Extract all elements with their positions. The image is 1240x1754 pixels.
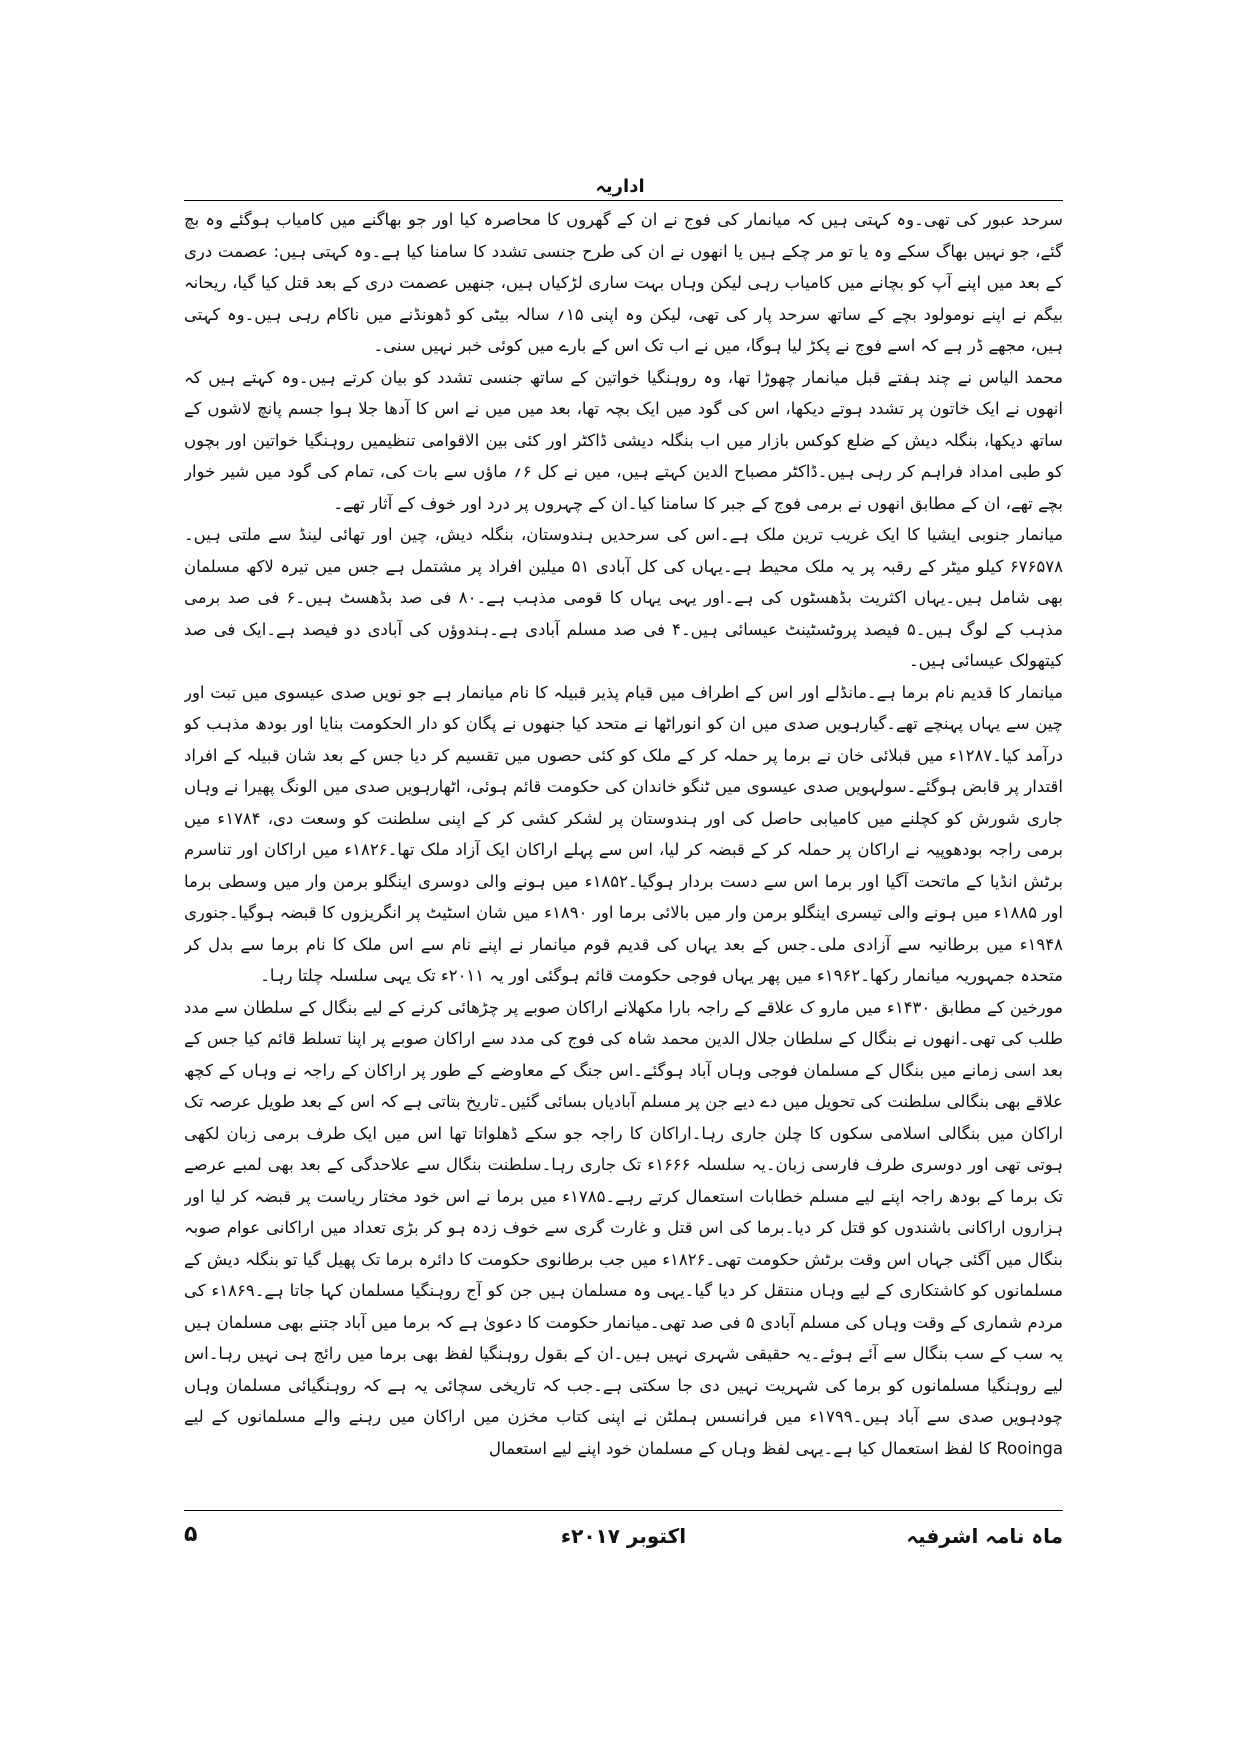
- footer-divider: [184, 1510, 1063, 1511]
- section-title: اداریہ: [595, 176, 645, 197]
- article-paragraph: سرحد عبور کی تھی۔وہ کہتی ہیں کہ میانمار کی فوج نے ان کے گھروں کا محاصرہ کیا اور جو بھاگنے میں کامیاب ہوگئے وہ بچ گئے، جو نہیں بھاگ سکے وہ یا تو مر چکے ہیں یا انھوں نے ان کی طرح جنسی تشدد کا سامنا کیا ہے۔وہ کہتی ہیں: عصمت دری کے بعد میں اپنے آپ کو بچانے میں کامیاب رہی لیکن وہاں بہت ساری لڑکیاں ہیں، جنھیں عصمت دری کے بعد قتل کیا گیا، ریحانہ بیگم نے اپنے نومولود بچے کے ساتھ سرحد پار کی تھی، لیکن وہ اپنی ۱۵؍ سالہ بیٹی کو ڈھونڈنے میں ناکام رہی ہیں۔وہ کہتی ہیں، مجھے ڈر ہے کہ اسے فوج نے پکڑ لیا ہوگا، میں نے اب تک اس کے بارے میں کوئی خبر نہیں سنی۔: [184, 210, 1063, 355]
- article-body: [184, 204, 1063, 1508]
- article-paragraph: مورخین کے مطابق ۱۴۳۰ء میں مارو ک علاقے کے راجہ بارا مکھلانے اراکان صوبے پر چڑھائی کرنے کے لیے بنگال کے سلطان سے مدد طلب کی تھی۔انھوں نے بنگال کے سلطان جلال الدین محمد شاہ کی فوج کی مدد سے اراکان صوبے پر اپنا تسلط قائم کیا جس کے بعد اسی زمانے میں بنگال کے مسلمان فوجی وہاں آباد ہوگئے۔اس جنگ کے معاوضے کے طور پر اراکان کے راجہ نے وہاں کے کچھ علاقے بھی بنگالی سلطنت کی تحویل میں دے دیے جن پر مسلم آبادیاں بسائی گئیں۔تاریخ بتاتی ہے کہ اس کے بعد طویل عرصہ تک اراکان میں بنگالی اسلامی سکوں کا چلن جاری رہا۔اراکان کا راجہ جو سکے ڈھلواتا تھا اس میں ایک طرف برمی زبان لکھی ہوتی تھی اور دوسری طرف فارسی زبان۔یہ سلسلہ ۱۶۶۶ء تک جاری رہا۔سلطنت بنگال سے علاحدگی کے بعد بھی لمبے عرصے تک برما کے بودھ راجہ اپنے لیے مسلم خطابات استعمال کرتے رہے۔۱۷۸۵ء میں برما نے اس خود مختار ریاست پر قبضہ کر لیا اور ہزاروں اراکانی باشندوں کو قتل کر دیا۔برما کی اس قتل و غارت گری سے خوف زدہ ہو کر بڑی تعداد میں اراکانی عوام صوبہ بنگال میں آگئی جہاں اس وقت برٹش حکومت تھی۔۱۸۲۶ء میں جب برطانوی حکومت کا دائرہ برما تک پھیل گیا تو بنگلہ دیش کے مسلمانوں کو کاشتکاری کے لیے وہاں منتقل کر دیا گیا۔یہی وہ مسلمان ہیں جن کو آج روہنگیا مسلمان کہا جاتا ہے۔۱۸۶۹ء کی مردم شماری کے وقت وہاں کی مسلم آبادی ۵ فی صد تھی۔میانمار حکومت کا دعویٰ ہے کہ برما میں آباد جتنے بھی مسلمان ہیں یہ سب کے سب بنگال سے آئے ہوئے۔یہ حقیقی شہری نہیں ہیں۔ان کے بقول روہنگیا لفظ بھی برما میں رائج ہی نہیں رہا۔اس لیے روہنگیا مسلمانوں کو برما کی شہریت نہیں دی جا سکتی ہے۔جب کہ تاریخی سچائی یہ ہے کہ روہنگیائی مسلمان وہاں چودہویں صدی سے آباد ہیں۔۱۷۹۹ء میں فرانسس ہملٹن نے اپنی کتاب مخزن میں اراکان میں رہنے والے مسلمانوں کے لیے Rooinga کا لفظ استعمال کیا ہے۔یہی لفظ وہاں کے مسلمان خود اپنے لیے استعمال: [184, 997, 1063, 1458]
- header-divider: [184, 200, 1063, 201]
- article-paragraph: محمد الیاس نے چند ہفتے قبل میانمار چھوڑا تھا، وہ روہنگیا خواتین کے ساتھ جنسی تشدد کو بیان کرتے ہیں۔وہ کہتے ہیں کہ انھوں نے ایک خاتون پر تشدد ہوتے دیکھا، اس کی گود میں ایک بچہ تھا، بعد میں میں نے اس کا آدھا جلا ہوا جسم پانچ لاشوں کے ساتھ دیکھا، بنگلہ دیش کے ضلع کوکس بازار میں اب بنگلہ دیشی ڈاکٹر اور کئی بین الاقوامی تنظیمیں روہنگیا خواتین اور بچوں کو طبی امداد فراہم کر رہی ہیں۔ڈاکٹر مصباح الدین کہتے ہیں، میں نے کل ۶؍ ماؤں سے بات کی، تمام کی گود میں شیر خوار بچے تھے، ان کے مطابق انھوں نے برمی فوج کے جبر کا سامنا کیا۔ان کے چہروں پر درد اور خوف کے آثار تھے۔: [184, 367, 1063, 513]
- article-paragraph: میانمار جنوبی ایشیا کا ایک غریب ترین ملک ہے۔اس کی سرحدیں ہندوستان، بنگلہ دیش، چین اور تھائی لینڈ سے ملتی ہیں۔۶۷۶۵۷۸ کیلو میٹر کے رقبہ پر یہ ملک محیط ہے۔یہاں کی کل آبادی ۵۱ میلین افراد پر مشتمل ہے جس میں تیرہ لاکھ مسلمان بھی شامل ہیں۔یہاں اکثریت بڈھسٹوں کی ہے۔اور یہی یہاں کا قومی مذہب ہے۔۸۰ فی صد بڈھسٹ ہیں۔۶ فی صد برمی مذہب کے لوگ ہیں۔۵ فیصد پروٹسٹینٹ عیسائی ہیں۔۴ فی صد مسلم آبادی ہے۔ہندوؤں کی آبادی دو فیصد ہے۔ایک فی صد کیتھولک عیسائی ہیں۔: [184, 525, 1063, 670]
- issue-date: اکتوبر ۲۰۱۷ء: [560, 1524, 687, 1548]
- page-number: ۵: [184, 1522, 198, 1547]
- page-footer: [184, 1522, 1063, 1562]
- article-paragraph: میانمار کا قدیم نام برما ہے۔مانڈلے اور اس کے اطراف میں قیام پذیر قبیلہ کا نام میانمار ہے جو نویں صدی عیسوی میں تبت اور چین سے یہاں پہنچے تھے۔گیارہویں صدی میں ان کو انوراٹھا نے متحد کیا جنھوں نے پگان کو دار الحکومت بنایا اور بودھ مذہب کو درآمد کیا۔۱۲۸۷ء میں قبلائی خان نے برما پر حملہ کر کے ملک کو کئی حصوں میں تقسیم کر دیا جس کے بعد شان قبیلہ کے افراد اقتدار پر قابض ہوگئے۔سولہویں صدی عیسوی میں ٹنگو خاندان کی حکومت قائم ہوئی، اٹھارہویں صدی میں الونگ پھیرا نے وہاں جاری شورش کو کچلنے میں کامیابی حاصل کی اور ہندوستان پر لشکر کشی کر کے اپنی سلطنت کو وسعت دی، ۱۷۸۴ء میں برمی راجہ بودھوپیہ نے اراکان پر حملہ کر کے قبضہ کر لیا، اس سے پہلے اراکان ایک آزاد ملک تھا۔۱۸۲۶ء میں اراکان اور تناسرم برٹش انڈیا کے ماتحت آگیا اور برما اس سے دست بردار ہوگیا۔۱۸۵۲ء میں ہونے والی دوسری اینگلو برمن وار میں وسطی برما اور ۱۸۸۵ء میں ہونے والی تیسری اینگلو برمن وار میں بالائی برما اور ۱۸۹۰ء میں شان اسٹیٹ پر انگریزوں کا قبضہ ہوگیا۔جنوری ۱۹۴۸ء میں برطانیہ سے آزادی ملی۔جس کے بعد یہاں کی قدیم قوم میانمار نے اپنے نام سے اس ملک کا نام برما سے بدل کر متحدہ جمہوریہ میانمار رکھا۔۱۹۶۲ء میں پھر یہاں فوجی حکومت قائم ہوگئی اور یہ ۲۰۱۱ء تک یہی سلسلہ چلتا رہا۔: [184, 682, 1063, 985]
- magazine-name: ماہ نامہ اشرفیہ: [906, 1524, 1063, 1548]
